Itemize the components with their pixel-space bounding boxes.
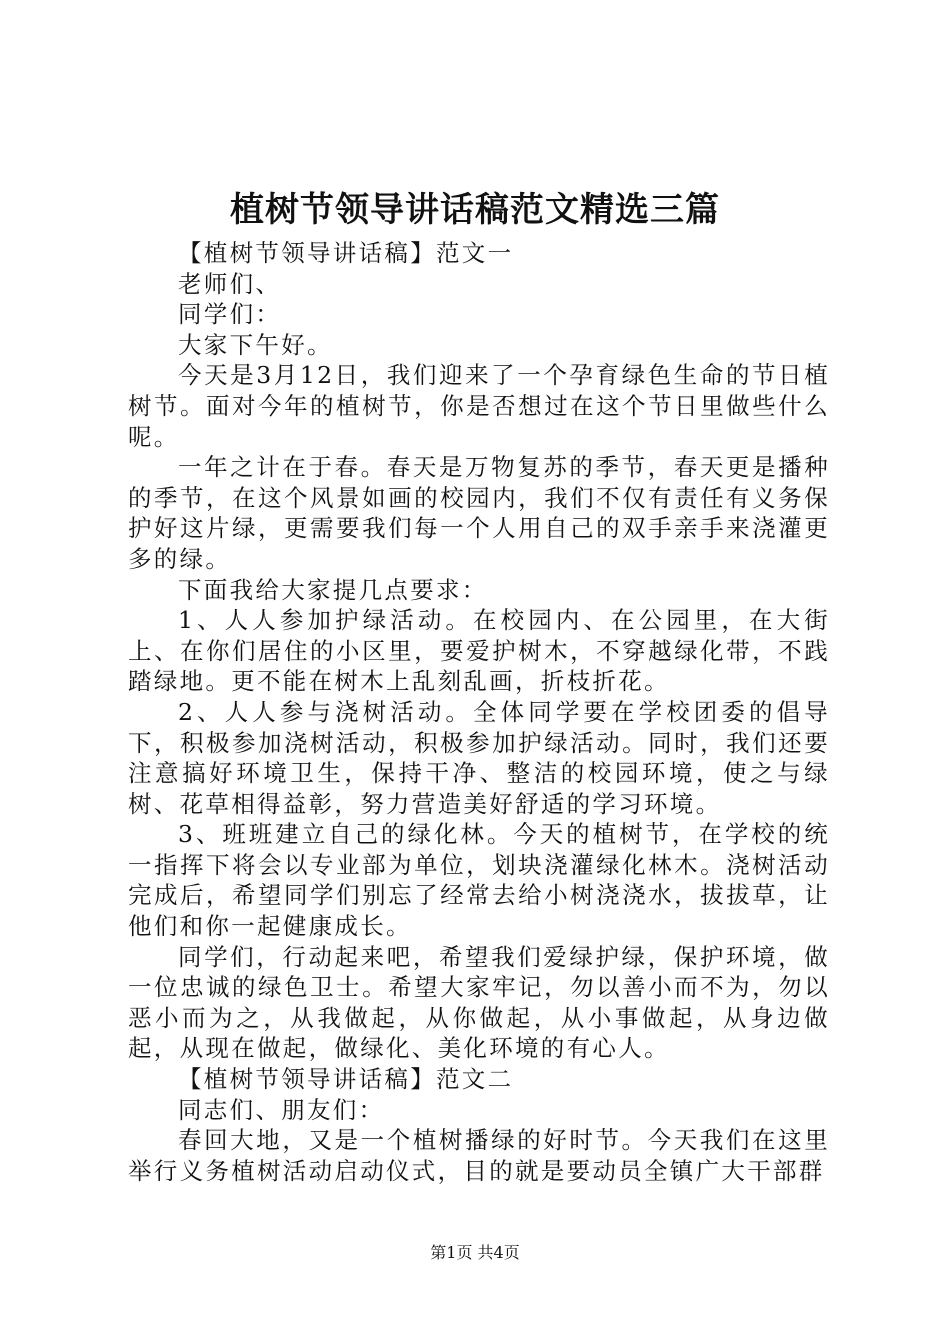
document-title: 植树节领导讲话稿范文精选三篇 xyxy=(230,190,720,230)
paragraph-spring-return: 春回大地，又是一个植树播绿的好时节。今天我们在这里举行义务植树活动启动仪式，目的就是要动员全镇广大干部群 xyxy=(128,1126,830,1185)
paragraph-requirement-3: 3、班班建立自己的绿化林。今天的植树节，在学校的统一指挥下将会以专业部为单位，划块浇灌绿化林木。浇树活动完成后，希望同学们别忘了经常去给小树浇浇水，拔拔草，让他们和你一起健康成长。 xyxy=(128,820,830,941)
paragraph-requirements-lead: 下面我给大家提几点要求： xyxy=(178,575,488,604)
paragraph-salutation-teachers: 老师们、 xyxy=(178,269,282,298)
document-body xyxy=(128,238,830,1186)
paragraph-requirement-2: 2、人人参与浇树活动。全体同学要在学校团委的倡导下，积极参加浇树活动，积极参加护绿活动。同时，我们还要注意搞好环境卫生，保持干净、整洁的校园环境，使之与绿树、花草相得益彰，努力营造美好舒适的学习环境。 xyxy=(128,697,830,818)
paragraph-section-heading-2: 【植树节领导讲话稿】范文二 xyxy=(178,1065,514,1094)
paragraph-call-to-action: 同学们，行动起来吧，希望我们爱绿护绿，保护环境，做一位忠诚的绿色卫士。希望大家牢记，勿以善小而不为，勿以恶小而为之，从我做起，从你做起，从小事做起，从身边做起，从现在做起，做绿化、美化环境的有心人。 xyxy=(128,942,830,1063)
paragraph-salutation-students: 同学们： xyxy=(178,300,282,329)
paragraph-section-heading-1: 【植树节领导讲话稿】范文一 xyxy=(178,239,514,267)
paragraph-salutation-comrades: 同志们、朋友们： xyxy=(178,1095,385,1124)
paragraph-intro: 今天是3月12日，我们迎来了一个孕育绿色生命的节日植树节。面对今年的植树节，你是否想过在这个节日里做些什么呢。 xyxy=(128,361,830,451)
paragraph-greeting: 大家下午好。 xyxy=(178,330,333,359)
paragraph-spring: 一年之计在于春。春天是万物复苏的季节，春天更是播种的季节，在这个风景如画的校园内，我们不仅有责任有义务保护好这片绿，更需要我们每一个人用自己的双手亲手来浇灌更多的绿。 xyxy=(128,453,830,573)
page-footer: 第1页 共4页 xyxy=(430,1243,520,1262)
paragraph-requirement-1: 1、人人参加护绿活动。在校园内、在公园里，在大街上、在你们居住的小区里，要爱护树木，不穿越绿化带，不践踏绿地。更不能在树木上乱刻乱画，折枝折花。 xyxy=(128,606,830,696)
